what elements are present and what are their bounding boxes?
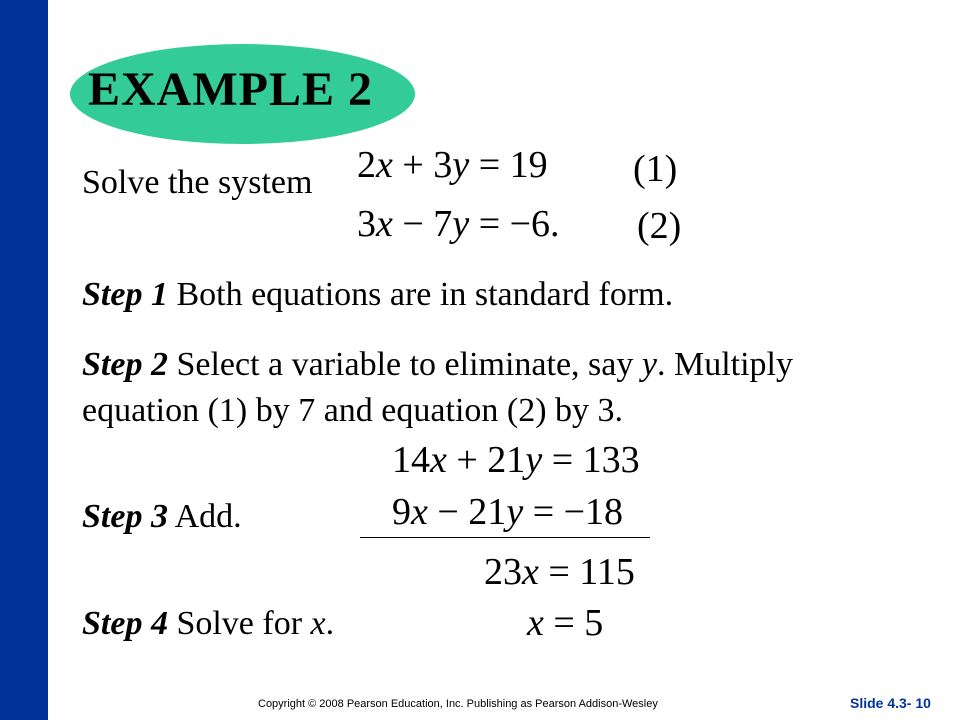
eq2-rhs: = −6. — [469, 203, 560, 245]
row1-var-y: y — [525, 439, 543, 481]
step4-var: x — [310, 605, 326, 642]
eq2-var-y: y — [452, 203, 470, 245]
sidebar-bar — [0, 0, 48, 720]
step4-body-a: Solve for — [167, 605, 311, 642]
row1-coef: 14 — [392, 439, 430, 481]
sum-rule — [360, 537, 650, 538]
step2-body-b: . Multiply — [656, 346, 794, 383]
row2-op: − 21 — [427, 491, 507, 533]
system-equation-2-label: (2) — [637, 205, 682, 247]
row1-rhs: = 133 — [542, 439, 640, 481]
eq2-op: − 7 — [392, 203, 453, 245]
eq1-var-y: y — [452, 144, 470, 186]
copyright-footer: Copyright © 2008 Pearson Education, Inc. Publishing as Pearson Addison-Wesley — [258, 698, 658, 710]
row1-var-x: x — [430, 439, 447, 481]
slide-title: EXAMPLE 2 — [88, 63, 373, 116]
row1-op: + 21 — [446, 439, 526, 481]
step4-body-b: . — [325, 605, 335, 642]
step1-body: Both equations are in standard form. — [167, 276, 674, 313]
step4-label: Step 4 — [82, 605, 168, 642]
system-equation-1 — [357, 146, 548, 184]
eq1-op: + 3 — [392, 144, 453, 186]
slide-number: Slide 4.3- 10 — [850, 695, 931, 711]
work-row-2 — [392, 493, 623, 531]
step3-label: Step 3 — [82, 498, 168, 535]
step2-line2: equation (1) by 7 and equation (2) by 3. — [82, 392, 624, 429]
work-row-1 — [392, 441, 640, 479]
row3-rhs: = 115 — [538, 551, 635, 593]
system-equation-2 — [357, 205, 560, 243]
solution-rhs: = 5 — [543, 602, 604, 644]
step2-label: Step 2 — [82, 346, 168, 383]
step3-body: Add. — [167, 498, 242, 535]
step4-text — [82, 604, 334, 645]
step2-var: y — [641, 346, 657, 383]
row3-coef: 23 — [484, 551, 522, 593]
eq1-var-x: x — [376, 144, 393, 186]
eq1-coef: 2 — [357, 144, 376, 186]
row2-var-y: y — [506, 491, 524, 533]
row2-coef: 9 — [392, 491, 411, 533]
row3-var-x: x — [522, 551, 539, 593]
intro-text: Solve the system — [82, 164, 313, 201]
step2-body-a: Select a variable to eliminate, say — [167, 346, 642, 383]
eq1-rhs: = 19 — [469, 144, 548, 186]
solution-var: x — [527, 602, 544, 644]
eq2-var-x: x — [376, 203, 393, 245]
row2-rhs: = −18 — [523, 491, 624, 533]
system-equation-1-label: (1) — [633, 148, 678, 190]
step2-line1 — [82, 345, 793, 386]
solution — [527, 604, 603, 642]
work-row-3 — [484, 553, 635, 591]
step1-text — [82, 275, 673, 316]
step1-label: Step 1 — [82, 276, 168, 313]
step3-text — [82, 497, 242, 538]
eq2-coef: 3 — [357, 203, 376, 245]
row2-var-x: x — [411, 491, 428, 533]
